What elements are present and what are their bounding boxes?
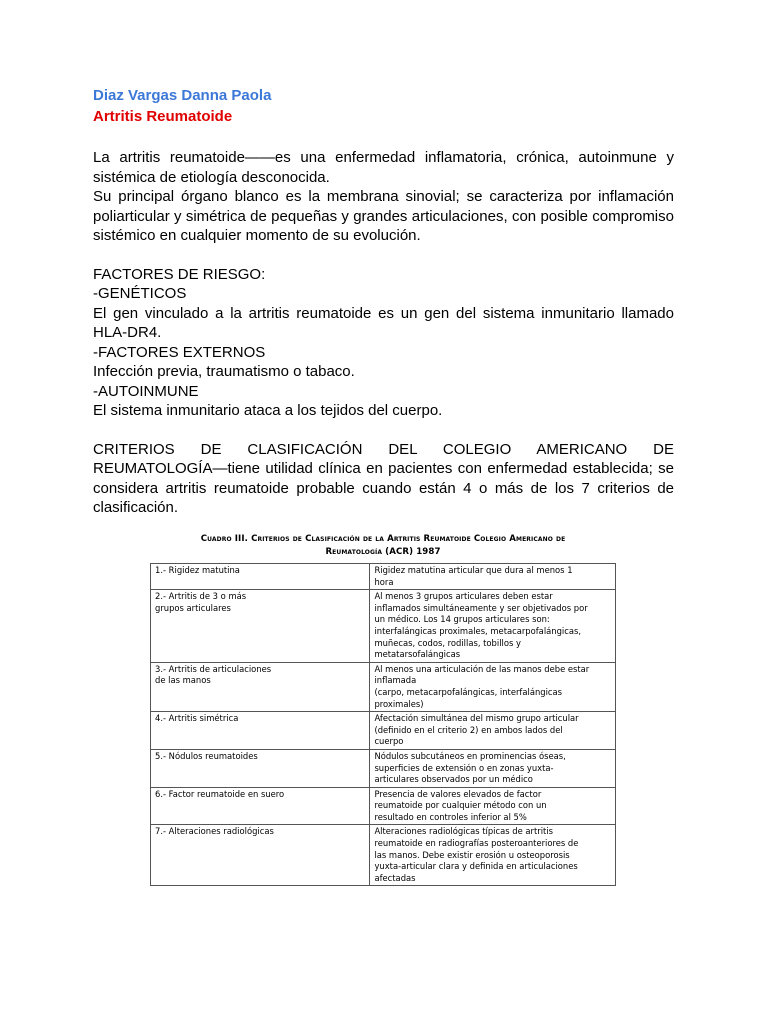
table-row: [151, 662, 616, 711]
autoimmune-heading: -AUTOINMUNE: [93, 382, 199, 400]
table-row: [151, 825, 616, 886]
criteria-intro-line-1: CRITERIOS DE CLASIFICACIÓN DEL COLEGIO AMERICANO DE: [93, 440, 674, 458]
table-row: [151, 712, 616, 750]
criteria-intro-rest: REUMATOLOGÍA—tiene utilidad clínica en pacientes con enfermedad establecida; se considera artritis reumatoide probable cuando están 4 o más de los 7 criterios de clasificación.: [93, 460, 674, 516]
criterion-cell: 4.- Artritis simétrica: [151, 712, 370, 750]
criterion-cell: 5.- Nódulos reumatoides: [151, 749, 370, 787]
description-cell: Alteraciones radiológicas típicas de artritis reumatoide en radiografías posteroanteriores de las manos. Debe existir erosión u osteoporosis yuxta-articular clara y definida en articulaciones afectadas: [370, 825, 616, 886]
document-title: Artritis Reumatoide: [93, 108, 233, 125]
criteria-table-figure: [150, 533, 616, 886]
criterion-cell: 7.- Alteraciones radiológicas: [151, 825, 370, 886]
description-cell: Al menos una articulación de las manos debe estar inflamada (carpo, metacarpofalángicas, interfalángicas proximales): [370, 662, 616, 711]
external-text: Infección previa, traumatismo o tabaco.: [93, 363, 355, 380]
description-cell: Presencia de valores elevados de factor reumatoide por cualquier método con un resultado en controles inferior al 5%: [370, 787, 616, 825]
criteria-table: [150, 563, 616, 886]
author-name: Diaz Vargas Danna Paola: [93, 87, 272, 104]
description-cell: Nódulos subcutáneos en prominencias óseas, superficies de extensión o en zonas yuxta- articulares observados por un médico: [370, 749, 616, 787]
criteria-table-body: [151, 564, 616, 886]
autoimmune-text: El sistema inmunitario ataca a los tejidos del cuerpo.: [93, 402, 443, 419]
genetic-heading: -GENÉTICOS: [93, 285, 187, 302]
criterion-cell: 2.- Artritis de 3 o más grupos articulares: [151, 590, 370, 663]
criterion-cell: 3.- Artritis de articulaciones de las manos: [151, 662, 370, 711]
description-cell: Afectación simultánea del mismo grupo articular (definido en el criterio 2) en ambos lados del cuerpo: [370, 712, 616, 750]
genetic-text: El gen vinculado a la artritis reumatoide es un gen del sistema inmunitario llamado HLA-DR4.: [93, 304, 674, 341]
external-heading: -FACTORES EXTERNOS: [93, 343, 266, 361]
risk-factors-heading: FACTORES DE RIESGO:: [93, 265, 266, 283]
intro-paragraph-2: Su principal órgano blanco es la membrana sinovial; se caracteriza por inflamación poliarticular y simétrica de pequeñas y grandes articulaciones, con posible compromiso sistémico en cualquier momento de su evolución.: [93, 188, 674, 244]
table-caption-line-1: Cuadro III. Criterios de Clasificación de la Artritis Reumatoide Colegio Americano de: [200, 534, 566, 544]
description-cell: Rigidez matutina articular que dura al menos 1 hora: [370, 564, 616, 590]
table-caption: [150, 533, 616, 559]
table-row: [151, 590, 616, 663]
intro-paragraph-1: La artritis reumatoide——es una enfermedad inflamatoria, crónica, autoinmune y sistémica de etiología desconocida.: [93, 149, 674, 186]
description-cell: Al menos 3 grupos articulares deben estar inflamados simultáneamente y ser objetivados por un médico. Los 14 grupos articulares son: interfalángicas proximales, metacarpofalángicas, muñecas, codos, rodillas, tobillos y metatarsofalángicas: [370, 590, 616, 663]
table-row: [151, 749, 616, 787]
criterion-cell: 6.- Factor reumatoide en suero: [151, 787, 370, 825]
table-caption-line-2: Reumatología (ACR) 1987: [325, 547, 441, 557]
table-row: [151, 564, 616, 590]
document-body: [93, 85, 674, 518]
criterion-cell: 1.- Rigidez matutina: [151, 564, 370, 590]
table-row: [151, 787, 616, 825]
